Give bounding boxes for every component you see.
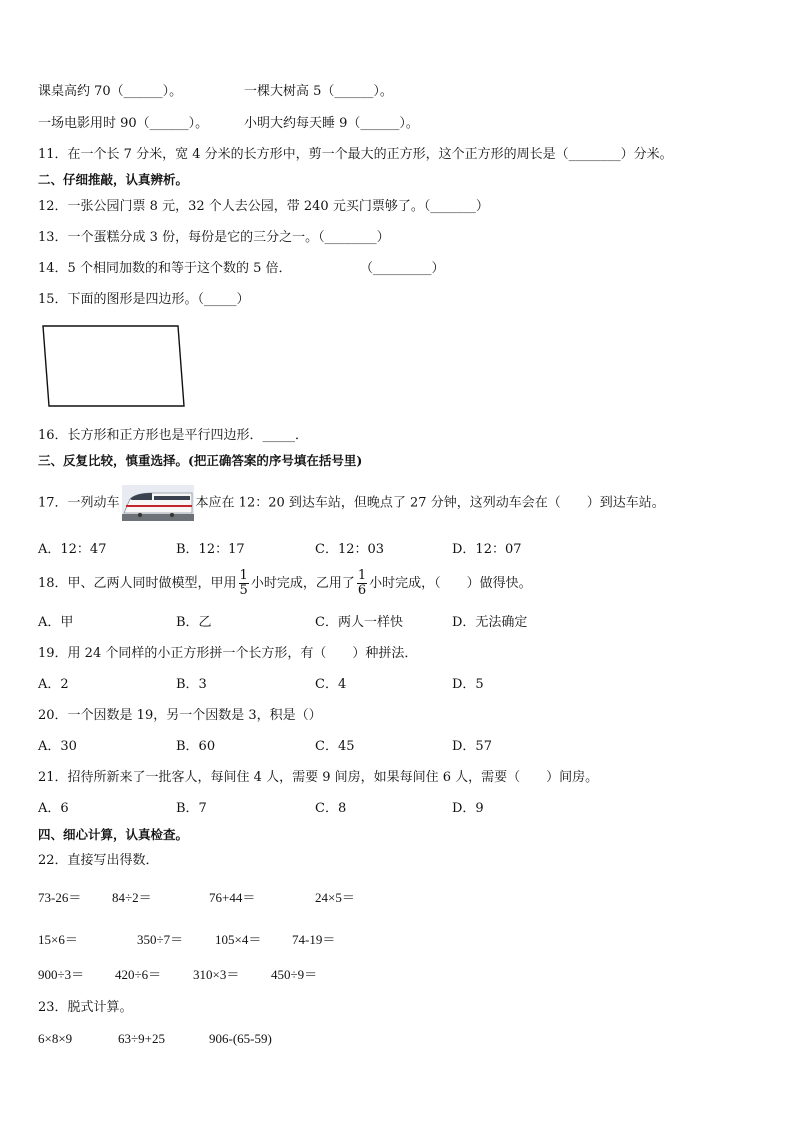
quadrilateral-figure bbox=[38, 322, 188, 412]
q18-option-b[interactable]: B．乙 bbox=[176, 615, 212, 630]
question-14: 14．5 个相同加数的和等于这个数的 5 倍． bbox=[38, 261, 292, 276]
question-17-end: 本应在 12：20 到达车站，但晚点了 27 分钟，这列动车会在（ ）到达车站。 bbox=[195, 495, 665, 511]
question-21: 21．招待所新来了一批客人，每间住 4 人，需要 9 间房，如果每间住 6 人，需要（ ）间房。 bbox=[38, 770, 599, 785]
q17-option-d[interactable]: D．12：07 bbox=[452, 542, 522, 557]
calc-item: 15×6＝ bbox=[38, 932, 78, 947]
fraction-1-numerator: 1 bbox=[239, 568, 248, 583]
calc-item: 450÷9＝ bbox=[271, 967, 318, 982]
question-12: 12．一张公园门票 8 元，32 个人去公园，带 240 元买门票够了。（_______） bbox=[38, 199, 489, 214]
calc-item: 6×8×9 bbox=[38, 1031, 73, 1046]
calc-item: 74-19＝ bbox=[292, 932, 336, 947]
section-3-title: 三、反复比较，慎重选择。(把正确答案的序号填在括号里) bbox=[38, 453, 363, 468]
question-18 bbox=[38, 566, 532, 602]
calc-item: 900÷3＝ bbox=[38, 967, 85, 982]
question-18-start: 18．甲、乙两人同时做模型，甲用 bbox=[38, 576, 237, 591]
fraction-one-fifth bbox=[239, 569, 249, 598]
calc-item: 24×5＝ bbox=[315, 890, 355, 905]
calc-item: 906-(65-59) bbox=[209, 1031, 272, 1046]
question-18-mid: 小时完成，乙用了 bbox=[250, 576, 355, 591]
q21-option-c[interactable]: C．8 bbox=[315, 801, 347, 816]
question-14-blank: （_________） bbox=[360, 261, 445, 276]
q18-option-d[interactable]: D．无法确定 bbox=[452, 615, 528, 630]
calc-item: 84÷2＝ bbox=[112, 890, 152, 905]
q19-option-d[interactable]: D．5 bbox=[452, 677, 484, 692]
q20-option-a[interactable]: A．30 bbox=[38, 739, 77, 754]
question-17-start: 17．一列动车 bbox=[38, 495, 120, 511]
q20-option-d[interactable]: D．57 bbox=[452, 739, 492, 754]
q18-option-a[interactable]: A．甲 bbox=[38, 615, 74, 630]
fraction-1-denominator: 5 bbox=[239, 583, 248, 598]
question-11: 11．在一个长 7 分米，宽 4 分米的长方形中，剪一个最大的正方形，这个正方形的周长是（________）分米。 bbox=[38, 147, 673, 162]
calc-item: 350÷7＝ bbox=[137, 932, 184, 947]
q19-option-b[interactable]: B．3 bbox=[176, 677, 207, 692]
fill-tree-height: 一棵大树高 5（______）。 bbox=[244, 84, 393, 99]
q20-option-b[interactable]: B．60 bbox=[176, 739, 216, 754]
calc-item: 76+44＝ bbox=[209, 890, 256, 905]
fraction-2-numerator: 1 bbox=[357, 568, 367, 583]
q21-option-d[interactable]: D．9 bbox=[452, 801, 484, 816]
question-16: 16．长方形和正方形也是平行四边形．_____． bbox=[38, 428, 309, 443]
section-4-title: 四、细心计算，认真检查。 bbox=[38, 827, 189, 842]
q21-option-a[interactable]: A．6 bbox=[38, 801, 69, 816]
q21-option-b[interactable]: B．7 bbox=[176, 801, 207, 816]
question-20: 20．一个因数是 19，另一个因数是 3，积是（） bbox=[38, 708, 322, 723]
calc-item: 73-26＝ bbox=[38, 890, 82, 905]
calc-item: 105×4＝ bbox=[215, 932, 262, 947]
question-18-end: 小时完成，（ ）做得快。 bbox=[369, 576, 532, 591]
fraction-2-denominator: 6 bbox=[357, 583, 367, 598]
section-2-title: 二、仔细推敲，认真辨析。 bbox=[38, 172, 189, 187]
fraction-one-sixth bbox=[357, 569, 367, 598]
q17-option-b[interactable]: B．12：17 bbox=[176, 542, 245, 557]
question-15: 15．下面的图形是四边形。（_____） bbox=[38, 292, 250, 307]
q17-option-a[interactable]: A．12：47 bbox=[38, 542, 107, 557]
fill-sleep-time: 小明大约每天睡 9（______）。 bbox=[244, 116, 419, 131]
q20-option-c[interactable]: C．45 bbox=[315, 739, 355, 754]
question-23: 23．脱式计算。 bbox=[38, 1000, 133, 1015]
calc-item: 310×3＝ bbox=[193, 967, 240, 982]
calc-item: 63÷9+25 bbox=[118, 1031, 165, 1046]
q19-option-c[interactable]: C．4 bbox=[315, 677, 347, 692]
train-icon bbox=[122, 485, 194, 521]
question-19: 19．用 24 个同样的小正方形拼一个长方形，有（ ）种拼法． bbox=[38, 646, 418, 661]
question-17 bbox=[38, 485, 665, 522]
q18-option-c[interactable]: C．两人一样快 bbox=[315, 615, 403, 630]
q19-option-a[interactable]: A．2 bbox=[38, 677, 69, 692]
fill-desk-height: 课桌高约 70（______）。 bbox=[38, 84, 183, 99]
question-22: 22．直接写出得数． bbox=[38, 853, 159, 868]
calc-item: 420÷6＝ bbox=[115, 967, 162, 982]
q17-option-c[interactable]: C．12：03 bbox=[315, 542, 385, 557]
fill-movie-time: 一场电影用时 90（______）。 bbox=[38, 116, 209, 131]
question-13: 13．一个蛋糕分成 3 份，每份是它的三分之一。（________） bbox=[38, 230, 390, 245]
